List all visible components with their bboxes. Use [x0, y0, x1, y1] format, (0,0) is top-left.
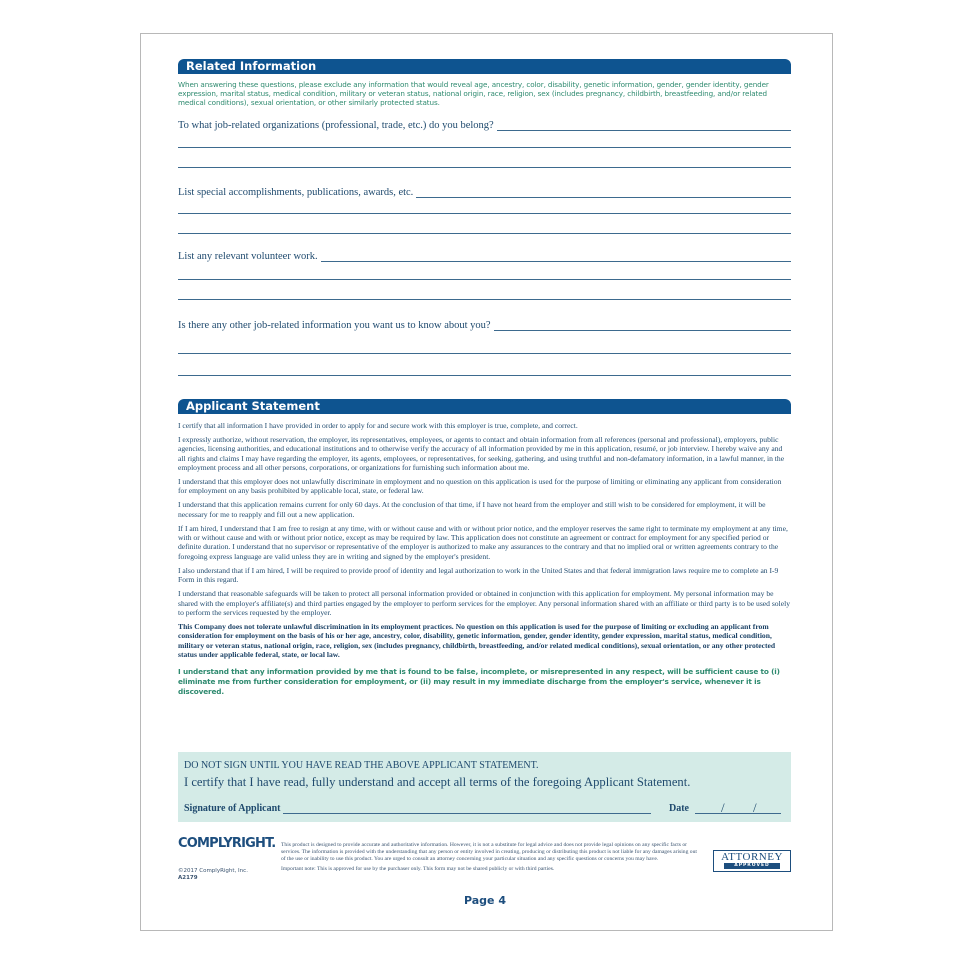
copyright	[178, 868, 248, 882]
signature-label: Signature of Applicant	[184, 803, 281, 814]
page-number: Page 4	[463, 894, 506, 907]
question-accomplishments	[178, 187, 791, 198]
statement-paragraph: I understand that this employer does not unlawfully discriminate in employment and no question on this application is used for the purpose of limiting or eliminating any applicant from consideration for employment on any basis prohibited by applicable local, state, or federal law.	[178, 477, 782, 496]
answer-line[interactable]	[178, 147, 791, 148]
answer-line[interactable]	[178, 233, 791, 234]
statement-paragraph: If I am hired, I understand that I am free to resign at any time, with or without cause and with or without prior notice, and the employer reserves the same right to terminate my employment at any time, with or without cause and with or without prior notice, except as may be required by law. This application does not constitute an agreement or contract for employment for any specified period or definite duration. I understand that no supervisor or representative of the employer is authorized to make any assurances to the contrary and that no implied oral or written agreements contrary to the foregoing express language are valid unless they are in writing and signed by the employer's president.	[178, 523, 788, 561]
falsification-paragraph: I understand that any information provided by me that is found to be false, incomplete, or misrepresented in any respect, will be sufficient cause to (i) eliminate me from further consideration for employment, or (ii) may result in my immediate discharge from the employer's service, whenever it is discovered.	[178, 667, 780, 697]
date-field[interactable]	[695, 800, 781, 815]
disclaimer-text: This product is designed to provide accurate and authoritative information. However, it is not a substitute for legal advice and does not provide legal opinions on any specific facts or services. The information is provided with the understanding that any person or entity involved in creating, producing or distributing this product is not liable for any damages arising out of the use or inability to use this product. You are urged to consult an attorney concerning your particular situation and any specific questions or concerns you may have.	[281, 842, 697, 863]
logo-text: COMPLYRIGHT.	[178, 836, 276, 851]
answer-line[interactable]	[416, 187, 791, 198]
answer-line[interactable]	[321, 251, 791, 262]
date-separator: /	[721, 800, 725, 815]
badge-bottom: APPROVED	[724, 863, 780, 869]
answer-line[interactable]	[178, 299, 791, 300]
nondiscrimination-paragraph: This Company does not tolerate unlawful discrimination in its employment practices. No question on this application is used for the purpose of limiting or excluding an applicant from consideration for employment on the basis of his or her age, ancestry, color, disability, genetic information, gender, gender identity, gender expression, marital status, medical condition, military or veteran status, national origin, race, religion, sex (includes pregnancy, childbirth, breastfeeding, and/or related medical conditions), sexual orientation, or any other protected status under applicable federal, state, or local law.	[178, 621, 776, 660]
answer-line[interactable]	[178, 279, 791, 280]
statement-paragraph: I expressly authorize, without reservation, the employer, its representatives, employees, or agents to contact and obtain information from all references (personal and professional), employers, public agencies, licensing authorities, and educational institutions and to otherwise verify the accuracy of all information provided by me in this application, resumé, or job interview. I hereby waive any and all rights and claims I may have regarding the employer, its agents, employees, or representatives, for seeking, gathering, and using truthful and non-defamatory information, in a lawful manner, in the employment process and all other persons, corporations, or organizations for furnishing such information about me.	[178, 434, 785, 473]
question-label: Is there any other job-related information you want us to know about you?	[178, 320, 491, 331]
complyright-logo	[178, 836, 276, 851]
answer-line[interactable]	[178, 167, 791, 168]
question-volunteer	[178, 251, 791, 262]
important-note: Important note: This is approved for use by the purchaser only. This form may not be shared publicly or with third parties.	[281, 865, 555, 872]
date-label: Date	[669, 803, 689, 814]
statement-paragraph: I understand that reasonable safeguards will be taken to protect all personal information provided or obtained in conjunction with this application for employment. My personal information may be shared with the employer's affiliate(s) and third parties engaged by the employer to perform services for the employer. Any personal information shared with an affiliate or third party is to be used solely to perform the services requested by the employer.	[178, 589, 790, 617]
sign-warning: DO NOT SIGN UNTIL YOU HAVE READ THE ABOVE APPLICANT STATEMENT.	[184, 760, 539, 771]
statement-paragraph: I certify that all information I have provided in order to apply for and secure work with this employer is true, complete, and correct.	[178, 421, 578, 430]
answer-line[interactable]	[178, 353, 791, 354]
answer-line[interactable]	[497, 120, 791, 131]
exclusion-note: When answering these questions, please exclude any information that would reveal age, ancestry, color, disability, genetic information, gender, gender identity, gender expression, marital status, medical condition, military or veteran status, national origin, race, religion, sex (includes pregnancy, childbirth, breastfeeding, and/or related medical conditions), sexual orientation, or other similarly protected status.	[178, 80, 769, 108]
attorney-approved-badge	[713, 850, 791, 872]
date-separator: /	[753, 800, 757, 815]
signature-field[interactable]	[283, 803, 652, 814]
answer-line[interactable]	[494, 320, 791, 331]
signature-box	[178, 752, 791, 822]
certify-text: I certify that I have read, fully understand and accept all terms of the foregoing Applicant Statement.	[184, 775, 691, 789]
question-label: To what job-related organizations (professional, trade, etc.) do you belong?	[178, 120, 494, 131]
question-organizations	[178, 120, 791, 131]
statement-paragraph: I understand that this application remains current for only 60 days. At the conclusion of that time, if I have not heard from the employer and still wish to be considered for employment, it will be necessary for me to reapply and fill out a new application.	[178, 500, 766, 519]
related-information-section	[178, 59, 791, 108]
copyright-text: ©2017 ComplyRight, Inc.	[178, 868, 248, 874]
section-header: Related Information	[178, 59, 791, 74]
badge-top: ATTORNEY	[721, 851, 783, 863]
question-label: List special accomplishments, publications, awards, etc.	[178, 187, 414, 198]
question-other-info	[178, 320, 791, 331]
answer-line[interactable]	[178, 375, 791, 376]
disclaimer	[281, 842, 701, 873]
form-code: A2179	[178, 875, 198, 882]
question-label: List any relevant volunteer work.	[178, 251, 318, 262]
statement-paragraph: I also understand that if I am hired, I will be required to provide proof of identity and legal authorization to work in the United States and that federal immigration laws require me to complete an I-9 Form in this regard.	[178, 565, 779, 585]
answer-line[interactable]	[178, 213, 791, 214]
applicant-statement-section	[178, 399, 791, 697]
section-header: Applicant Statement	[178, 399, 791, 414]
